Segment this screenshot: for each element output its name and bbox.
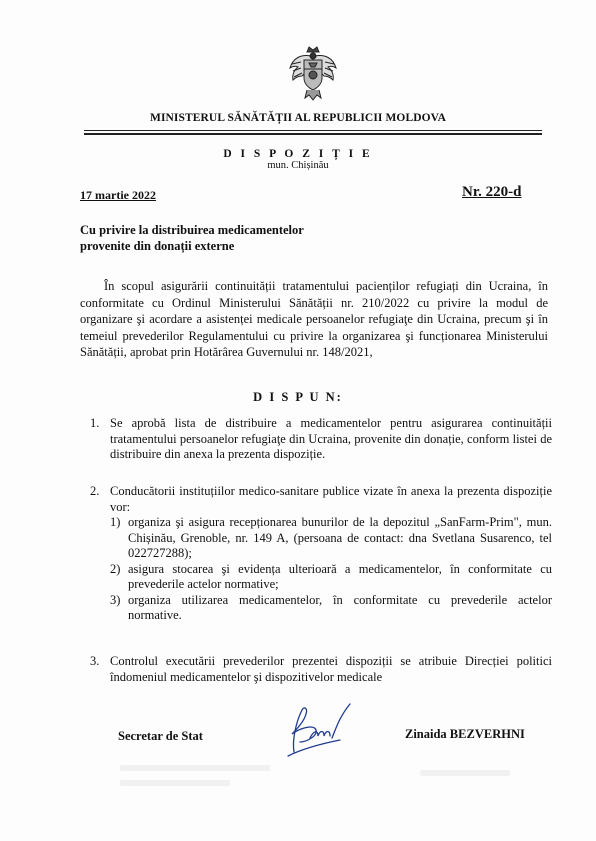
item-text: Se aprobă lista de distribuire a medicamentelor pentru asigurarea continuității tratamentului persoanelor refugiaţe din Ucraina, provenite din donație, conform listei de distribuire din anexa la prezenta dispoziție.	[110, 416, 552, 461]
item-number: 3.	[90, 654, 100, 668]
show-through-line	[120, 765, 270, 771]
document-type: D I S P O Z I Ț I E	[223, 148, 373, 160]
header-rule-thick	[84, 133, 542, 135]
handwritten-signature	[280, 700, 354, 758]
sub-item-text: asigura stocarea şi evidența ulterioară a medicamentelor, în conformitate cu prevederile actelor normative;	[128, 561, 552, 591]
header-rule	[84, 130, 542, 131]
item-text: Conducătorii instituțiilor medico-sanitare publice vizate în anexa la prezenta dispoziție vor:	[110, 484, 552, 514]
document-city: mun. Chișinău	[267, 160, 329, 171]
sub-item-number: 3)	[110, 592, 121, 607]
sub-item	[110, 593, 552, 624]
signatory-name: Zinaida BEZVERHNI	[405, 727, 525, 741]
show-through-line	[120, 780, 230, 786]
sub-item	[110, 562, 552, 593]
list-item	[90, 654, 552, 685]
list-item	[90, 484, 552, 624]
sub-item-text: organiza utilizarea medicamentelor, în conformitate cu prevederile actelor normative.	[128, 592, 552, 622]
item-text: Controlul executării prevederilor prezentei dispoziții se atribuie Direcției politici îndomeniul medicamentelor şi dispozitivelor medicale	[110, 654, 552, 684]
coat-of-arms-icon	[287, 44, 339, 102]
signatory-title: Secretar de Stat	[118, 729, 203, 743]
sub-item-number: 1)	[110, 515, 121, 529]
document-number: Nr. 220-d	[462, 184, 522, 200]
sub-item-number: 2)	[110, 561, 121, 576]
ministry-name: MINISTERUL SĂNĂTĂȚII AL REPUBLICII MOLDOVA	[149, 112, 447, 124]
item-number: 1.	[90, 416, 100, 430]
dispun-heading: D I S P U N:	[253, 390, 343, 404]
document-subject	[80, 222, 304, 254]
subject-line: Cu privire la distribuirea medicamentelor	[80, 223, 304, 237]
sub-item	[110, 515, 552, 562]
intro-paragraph: În scopul asigurării continuității tratamentului pacienților refugiați din Ucraina, în conformitate cu Ordinul Ministerului Sănătății nr. 210/2022 cu privire la modul de organizare şi acordare a asistenței medicale persoanelor refugiaţe din Ucraina, precum şi în temeiul prevederilor Regulamentului cu privire la organizarea şi funcționarea Ministerului Sănătății, aprobat prin Hotărârea Guvernului nr. 148/2021,	[80, 279, 548, 359]
sub-item-text: organiza şi asigura recepționarea bunurilor de la depozitul „SanFarm-Prim", mun. Chișinău, Grenoble, nr. 149 A, (persoana de contact: dna Svetlana Susarenco, tel 022727288);	[128, 515, 552, 560]
item-number: 2.	[90, 484, 100, 498]
show-through-line	[420, 770, 510, 776]
document-date: 17 martie 2022	[80, 188, 156, 202]
list-item	[90, 416, 552, 463]
subject-line: provenite din donații externe	[80, 239, 235, 253]
